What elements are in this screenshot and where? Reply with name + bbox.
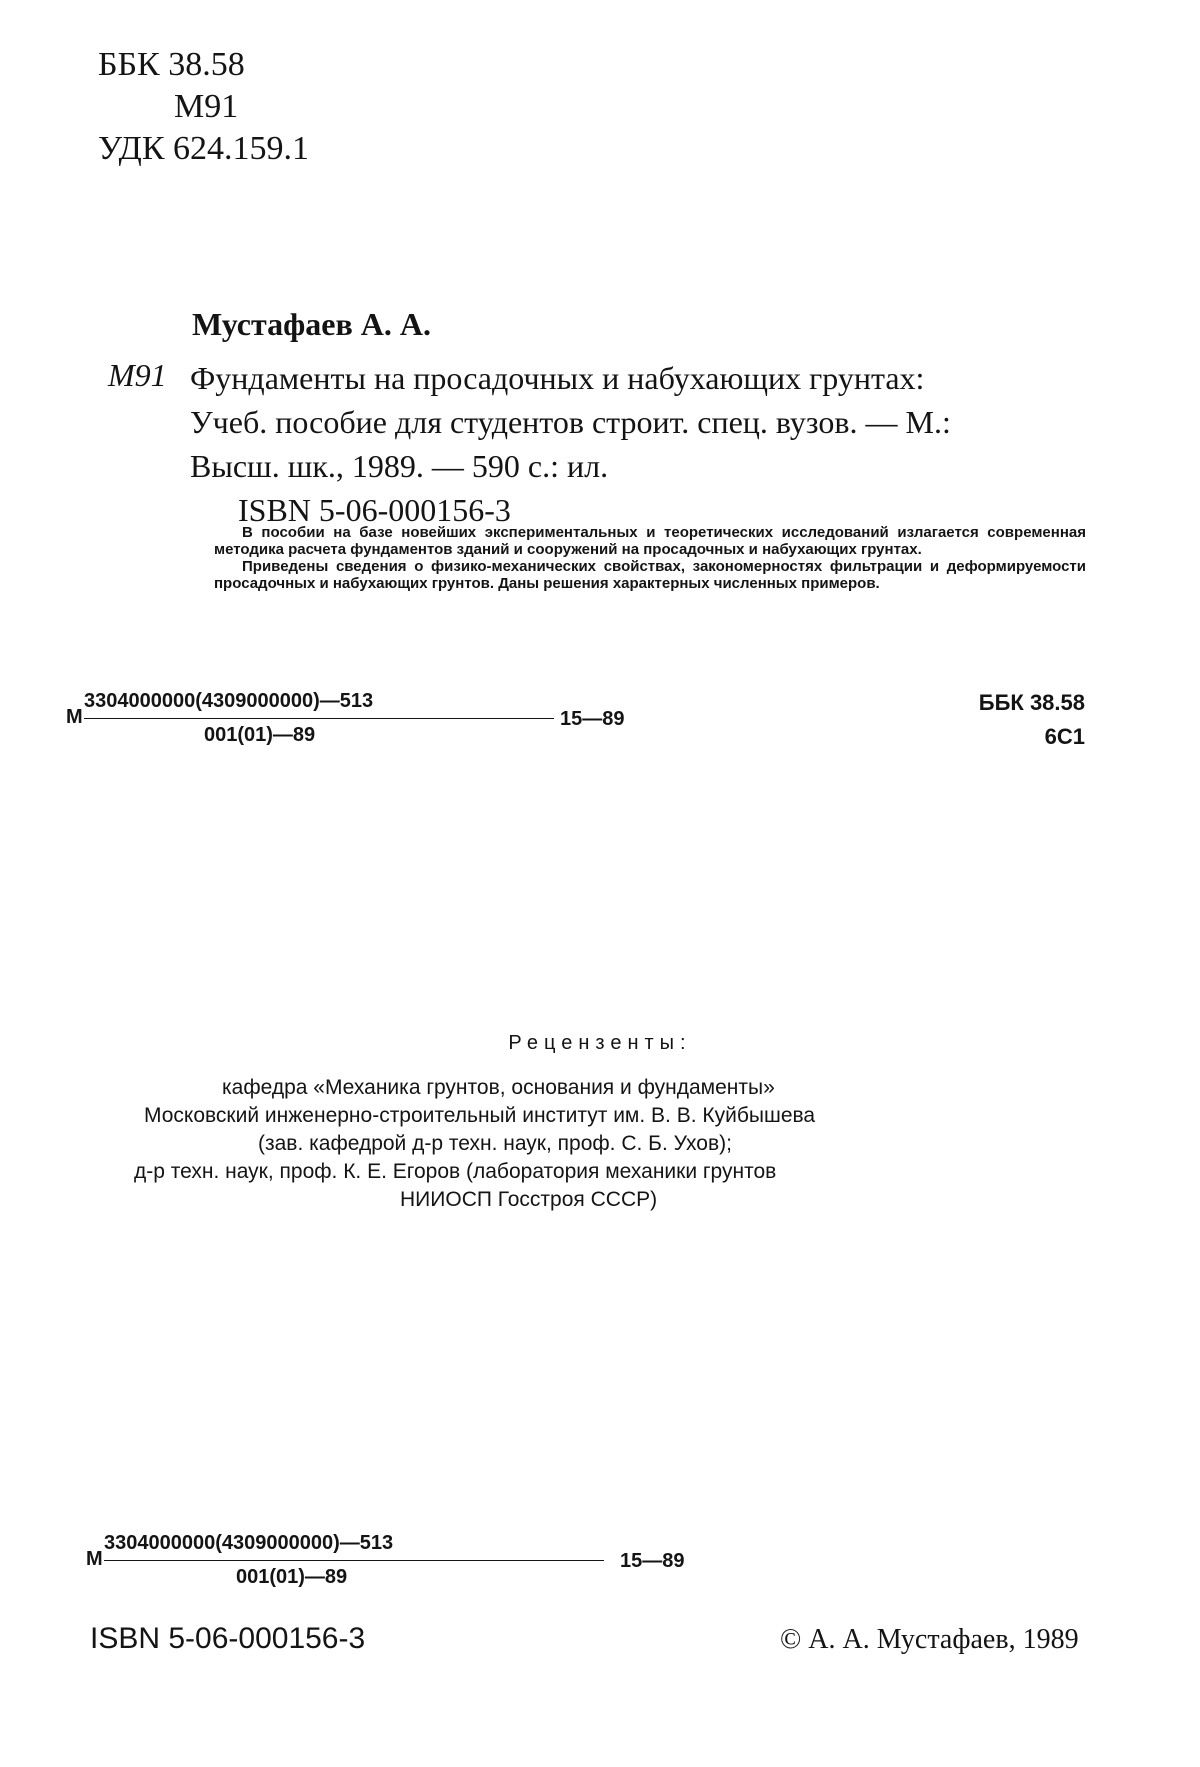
reviewers-list <box>130 1074 1050 1214</box>
index-fraction-line <box>104 1560 604 1561</box>
classification-codes <box>98 44 309 170</box>
bbk-code: ББК 38.58 <box>98 46 245 83</box>
card-bbk-block <box>955 686 1085 754</box>
copyright: © А. А. Мустафаев, 1989 <box>780 1624 1079 1655</box>
index-denominator: 001(01)—89 <box>236 1566 348 1588</box>
reviewers-title: Рецензенты: <box>508 1032 692 1054</box>
reviewer-line: кафедра «Механика грунтов, основания и фундаменты» <box>222 1076 775 1099</box>
card-annotation <box>214 524 1086 592</box>
reviewer-line: д-р техн. наук, проф. К. Е. Егоров (лаборатория механики грунтов <box>134 1160 777 1183</box>
author-mark: М91 <box>174 88 239 125</box>
index-fraction-line <box>84 718 554 719</box>
index-denominator: 001(01)—89 <box>204 724 316 746</box>
card-author-mark: М91 <box>108 357 167 393</box>
description-line: Учеб. пособие для студентов строит. спец. вузов. — М.: <box>190 404 951 440</box>
footer-publishing-index <box>86 1532 685 1602</box>
reviewer-line: Московский инженерно-строительный институт им. В. В. Куйбышева <box>144 1104 816 1127</box>
index-numerator: 3304000000(4309000000)—513 <box>104 1532 394 1554</box>
card-class: 6С1 <box>1044 724 1085 749</box>
card-isbn: ISBN 5-06-000156-3 <box>238 492 511 528</box>
index-letter: М <box>86 1548 103 1570</box>
index-numerator: 3304000000(4309000000)—513 <box>84 690 374 712</box>
index-letter: М <box>66 706 83 728</box>
annotation-paragraph: Приведены сведения о физико-механических свойствах, закономерностях фильтрации и деформируемости просадочных и набухающих грунтов. Даны решения характерных численных примеров. <box>214 558 1086 592</box>
reviewer-line: НИИОСП Госстроя СССР) <box>400 1188 658 1211</box>
index-tail: 15—89 <box>560 708 625 730</box>
index-tail: 15—89 <box>620 1550 685 1572</box>
card-description <box>190 356 1090 532</box>
description-line: Фундаменты на просадочных и набухающих грунтах: <box>190 360 925 396</box>
card-author: Мустафаев А. А. <box>192 306 431 342</box>
card-bbk: ББК 38.58 <box>978 690 1085 715</box>
reviewer-line: (зав. кафедрой д-р техн. наук, проф. С. Б. Ухов); <box>258 1132 732 1155</box>
udk-code: УДК 624.159.1 <box>98 130 310 167</box>
footer-isbn: ISBN 5-06-000156-3 <box>90 1622 366 1655</box>
annotation-paragraph: В пособии на базе новейших экспериментальных и теоретических исследований излагается современная методика расчета фундаментов зданий и сооружений на просадочных и набухающих грунтах. <box>214 524 1086 558</box>
description-line: Высш. шк., 1989. — 590 с.: ил. <box>190 448 609 484</box>
card-publishing-index <box>66 690 625 760</box>
